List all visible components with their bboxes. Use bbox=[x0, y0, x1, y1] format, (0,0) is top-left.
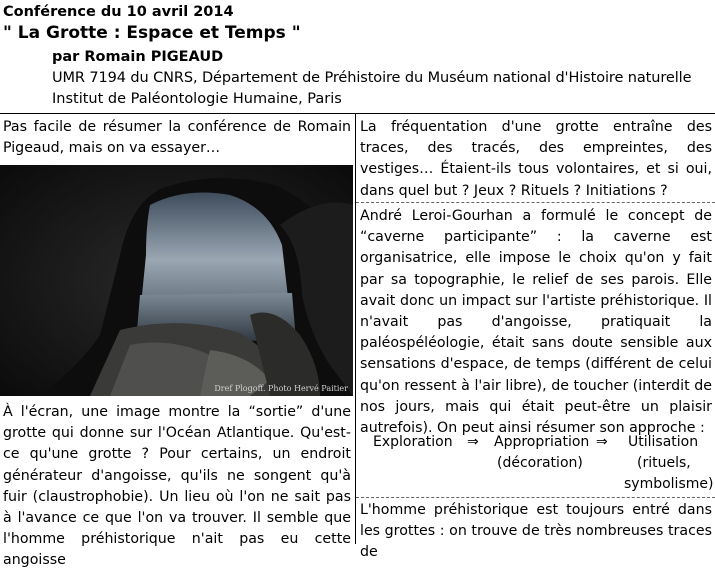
left-body-paragraph: À l'écran, une image montre la “sortie” d'une grotte qui donne sur l'Océan Atlantique. Qu'est-ce qu'une grotte ? Pour certains, un endroit générateur d'angoisse, qu'ils ne songent qu'à fuir (claustrophobie). Un lieu où l'on ne sait pas à l'avance ce que l'on va trouver. Il semble que l'homme préhistorique n'ait pas eu cette angoisse bbox=[3, 404, 351, 569]
photo-credit: Dref Plogoff. Photo Hervé Paitier bbox=[214, 384, 348, 393]
flow-step-utilisation-note-2: symbolisme) bbox=[624, 476, 714, 492]
flow-step-appropriation: Appropriation bbox=[494, 434, 590, 450]
flow-step-utilisation-note-1: (rituels, bbox=[637, 455, 691, 471]
approach-flow bbox=[360, 432, 712, 494]
column-divider bbox=[355, 113, 356, 544]
conference-date: Conférence du 10 avril 2014 bbox=[3, 4, 234, 20]
speaker-name: par Romain PIGEAUD bbox=[52, 49, 224, 65]
flow-step-utilisation: Utilisation bbox=[628, 434, 699, 450]
header-divider bbox=[0, 113, 715, 114]
paragraph-divider-2 bbox=[356, 497, 715, 498]
cave-exit-image bbox=[0, 165, 353, 396]
right-paragraph-3: L'homme préhistorique est toujours entré dans les grottes : on trouve de très nombreuses traces de bbox=[360, 502, 712, 561]
flow-arrow-2: ⇒ bbox=[596, 434, 608, 450]
affiliation-line-2: Institut de Paléontologie Humaine, Paris bbox=[52, 91, 342, 107]
flow-step-exploration: Exploration bbox=[373, 434, 453, 450]
right-paragraph-2: André Leroi-Gourhan a formulé le concept de “caverne participante” : la caverne est organisatrice, elle impose le choix qu'on y fait par sa topographie, le relief de ses parois. Elle avait donc un impact sur l'artiste préhistorique. Il n'avait pas d'angoisse, pratiquait la paléospéléologie, était sans doute sensible aux sensations d'espace, de temps (différent de celui qu'on ressent à l'air libre), de toucher (interdit de nos jours, mais qui était peut-être un plaisir autrefois). On peut ainsi résumer son approche : bbox=[360, 208, 712, 437]
conference-title: " La Grotte : Espace et Temps " bbox=[3, 23, 301, 43]
paragraph-divider-1 bbox=[356, 202, 715, 203]
cave-photo bbox=[0, 165, 353, 396]
flow-arrow-1: ⇒ bbox=[467, 434, 479, 450]
flow-step-appropriation-note: (décoration) bbox=[497, 455, 583, 471]
affiliation-line-1: UMR 7194 du CNRS, Département de Préhistoire du Muséum national d'Histoire naturelle bbox=[52, 70, 692, 86]
intro-paragraph: Pas facile de résumer la conférence de Romain Pigeaud, mais on va essayer… bbox=[3, 119, 351, 157]
right-paragraph-1: La fréquentation d'une grotte entraîne des traces, des tracés, des empreintes, des vestiges… Étaient-ils tous volontaires, et si oui, dans quel but ? Jeux ? Rituels ? Initiations ? bbox=[360, 119, 712, 199]
